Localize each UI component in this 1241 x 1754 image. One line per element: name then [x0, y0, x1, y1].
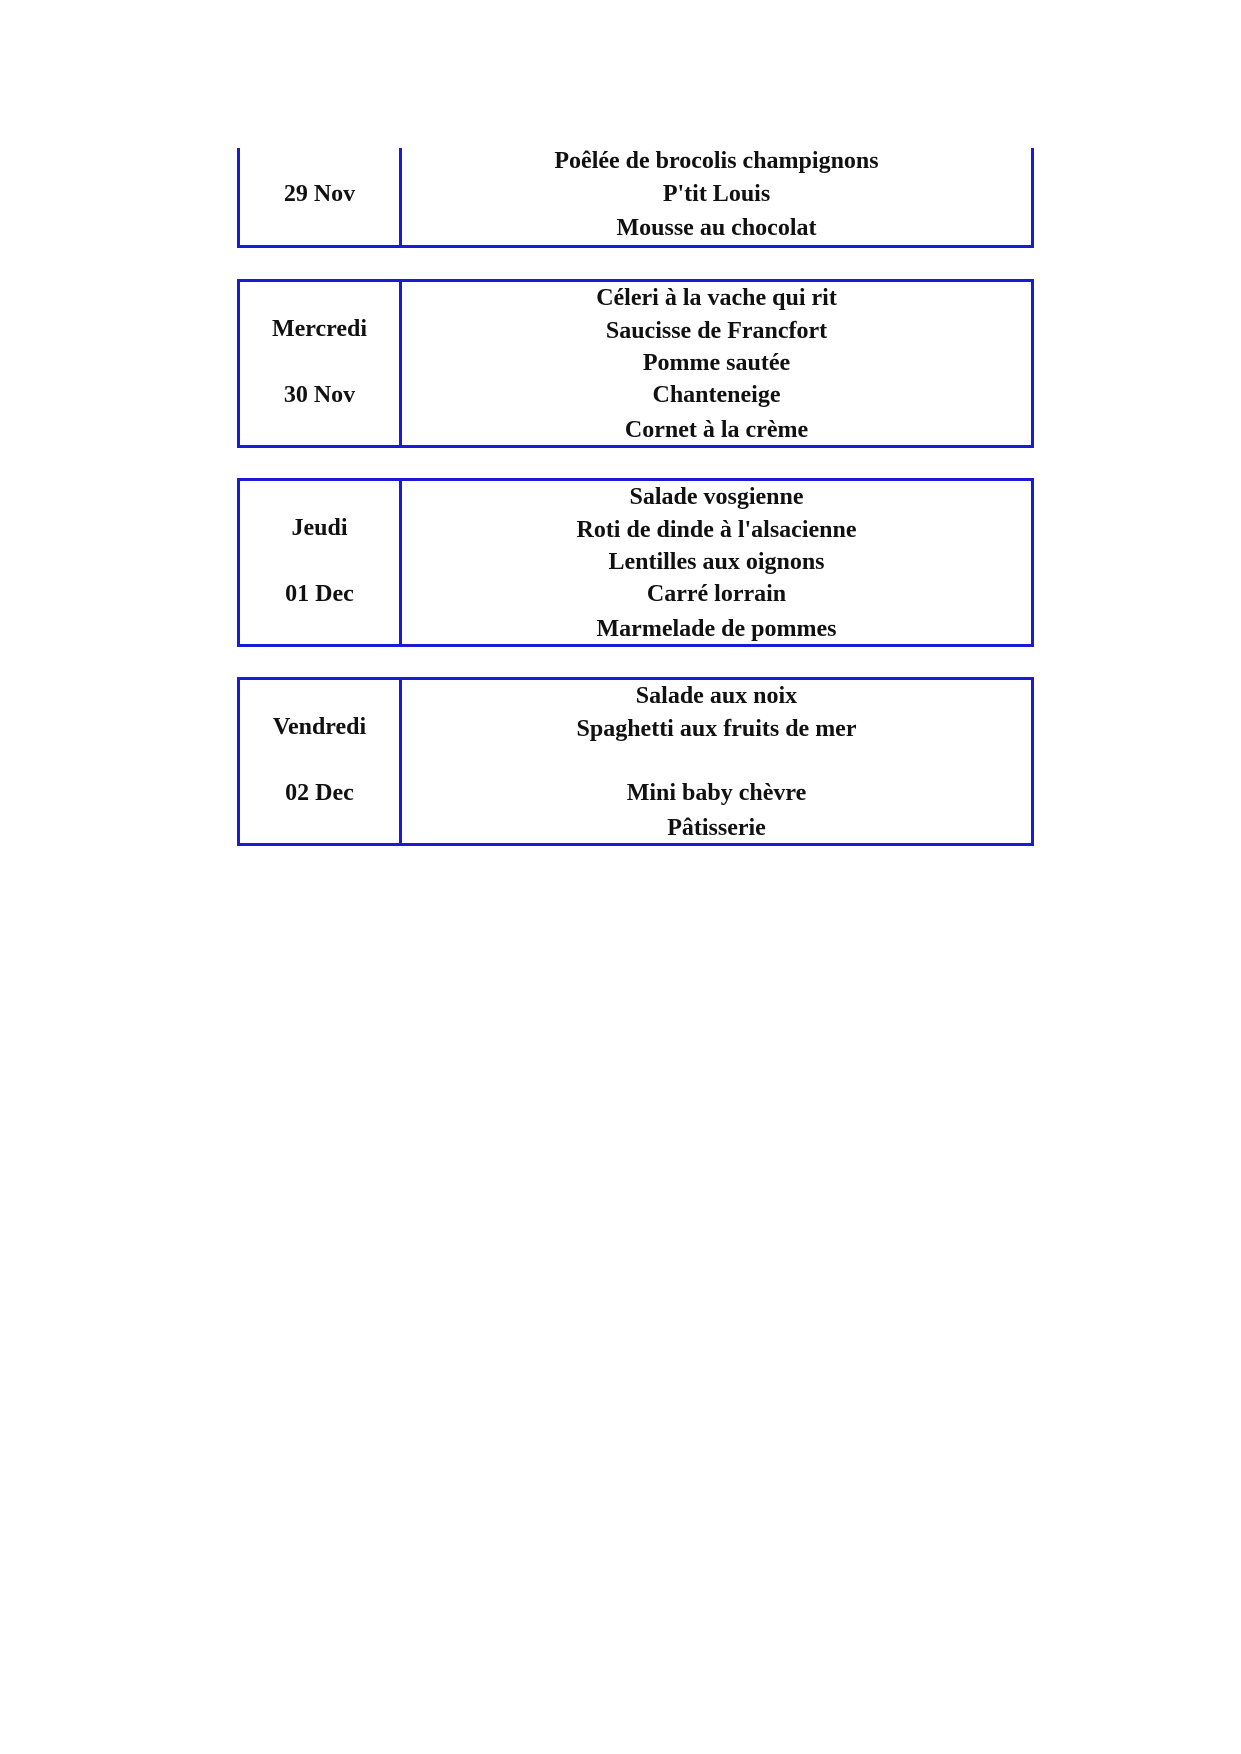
menu-day-block-vendredi [237, 677, 1034, 846]
day-date: 02 Dec [285, 780, 354, 806]
dishes-cell [402, 680, 1031, 843]
dish-item: Chanteneige [652, 382, 781, 408]
day-date: 01 Dec [285, 581, 354, 607]
dish-item: Marmelade de pommes [596, 616, 837, 642]
dish-item: Pâtisserie [667, 815, 766, 841]
day-cell [240, 282, 402, 445]
dish-item: Mini baby chèvre [626, 780, 807, 806]
dish-item: Saucisse de Francfort [605, 318, 828, 344]
dish-item: Cornet à la crème [624, 417, 809, 443]
dishes-cell [402, 282, 1031, 445]
menu-day-block-29-nov [237, 148, 1034, 248]
dish-item: Spaghetti aux fruits de mer [576, 716, 857, 742]
dish-item: Salade aux noix [635, 683, 798, 709]
dish-item: Poêlée de brocolis champignons [554, 148, 879, 174]
day-name: Vendredi [272, 714, 367, 740]
day-cell [240, 680, 402, 843]
day-date: 30 Nov [283, 382, 356, 408]
day-name: Jeudi [291, 515, 348, 541]
dish-item: Roti de dinde à l'alsacienne [576, 517, 857, 543]
day-cell [240, 481, 402, 644]
dishes-cell [402, 148, 1031, 245]
dish-item: Céleri à la vache qui rit [596, 285, 837, 311]
dish-item: P'tit Louis [662, 181, 771, 207]
dish-item: Lentilles aux oignons [608, 549, 825, 575]
day-name: Mercredi [271, 316, 368, 342]
dish-item: Mousse au chocolat [616, 215, 817, 241]
dishes-cell [402, 481, 1031, 644]
dish-item: Salade vosgienne [629, 484, 804, 510]
dish-item: Pomme sautée [642, 350, 791, 376]
menu-day-block-jeudi [237, 478, 1034, 647]
menu-day-block-mercredi [237, 279, 1034, 448]
dish-item: Carré lorrain [646, 581, 787, 607]
day-cell [240, 148, 402, 245]
day-date: 29 Nov [283, 181, 356, 207]
